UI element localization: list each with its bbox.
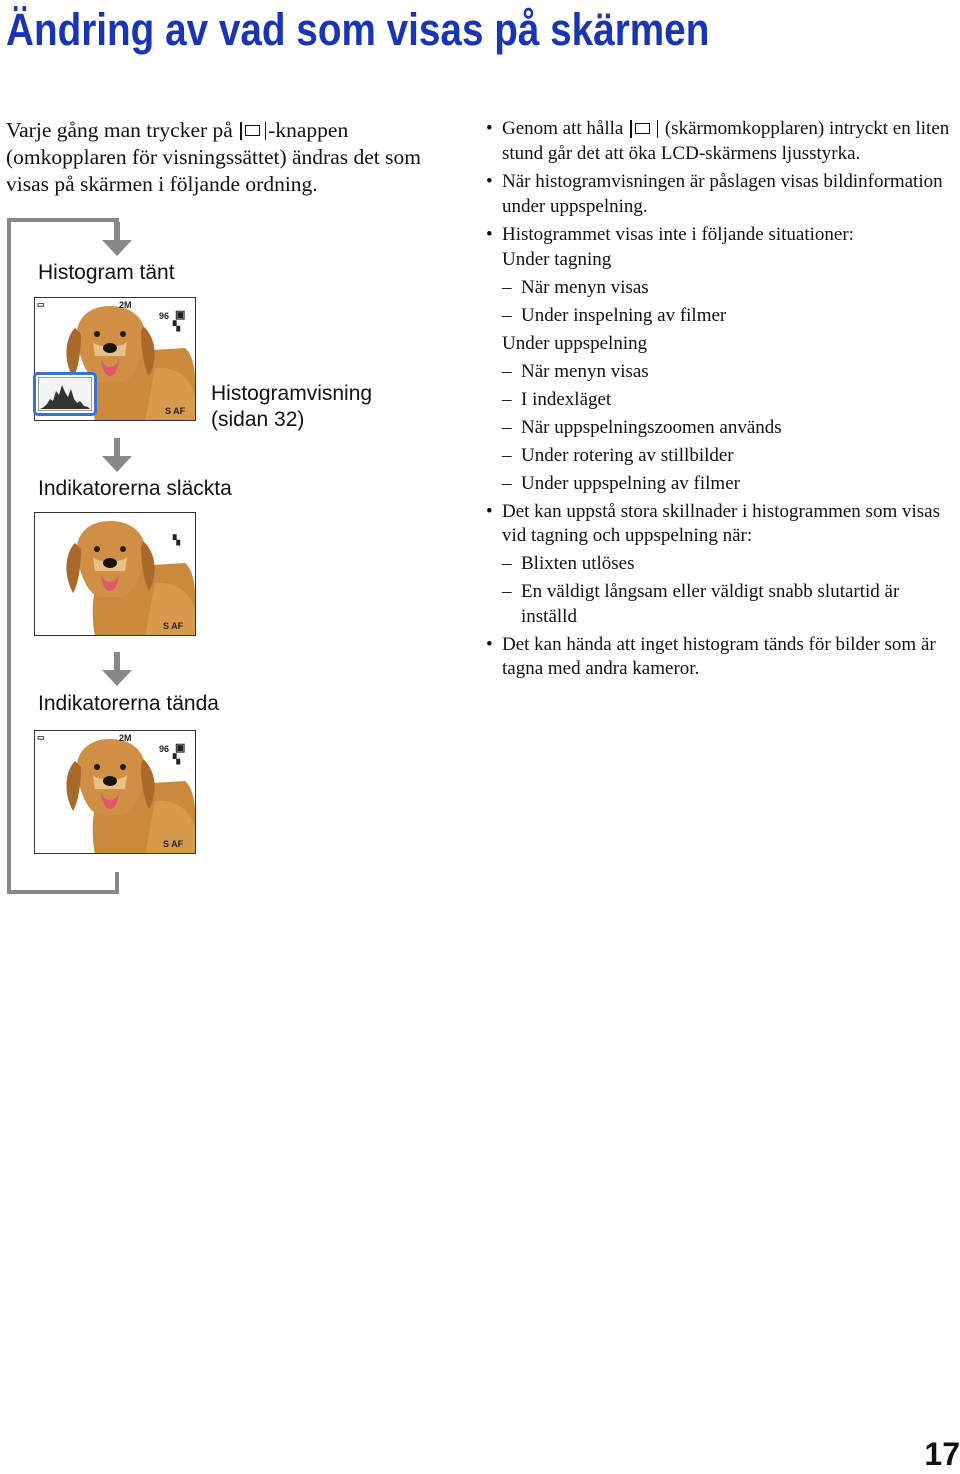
battery-icon: ▭ xyxy=(37,300,45,309)
histogram-callout-line1: Histogramvisning xyxy=(211,382,373,405)
dog-photo xyxy=(35,513,196,636)
note-other-cameras: • Det kan hända att inget histogram tänds för bilder som är tagna med andra kameror. xyxy=(486,633,956,682)
focus-indicator: S AF xyxy=(163,621,184,631)
recording-folder-icon: ▚ xyxy=(173,535,180,545)
state-indicators-off: Indikatorerna släckta xyxy=(38,477,232,500)
list-item: – När menyn visas xyxy=(486,276,956,301)
list-item: – När uppspelningszoomen används xyxy=(486,416,956,441)
note-brightness-after: (skärmomkopplaren) intryckt en liten stund går det att öka LCD-skärmens ljusstyrka. xyxy=(502,118,950,164)
histogram-callout xyxy=(211,381,372,433)
image-size-indicator: 2M xyxy=(119,300,132,310)
list-item: – Under inspelning av filmer xyxy=(486,304,956,329)
recording-folder-icon: ▚ xyxy=(173,321,180,331)
down-arrow-icon xyxy=(102,652,132,686)
cycle-bracket-end xyxy=(115,872,119,894)
page-title: Ändring av vad som visas på skärmen xyxy=(6,4,710,55)
focus-indicator: S AF xyxy=(163,839,184,849)
display-button-icon xyxy=(630,120,658,137)
lcd-screen-indicators-off xyxy=(34,512,196,636)
list-item: – Under uppspelning av filmer xyxy=(486,472,956,497)
intro-after: -knappen (omkopplaren för visningssättet) ändras det som visas på skärmen i följande ordning. xyxy=(6,118,421,196)
list-item: – När menyn visas xyxy=(486,360,956,385)
histogram-graph xyxy=(38,377,92,411)
page-number: 17 xyxy=(924,1436,960,1472)
memory-icon: ▣ xyxy=(175,309,186,321)
note-histogram-not-shown: • Histogrammet visas inte i följande situationer: xyxy=(486,223,956,248)
dog-photo xyxy=(35,731,196,854)
lcd-screen-indicators-on xyxy=(34,730,196,854)
shots-remaining: 96 xyxy=(159,311,170,321)
image-size-indicator: 2M xyxy=(119,733,132,743)
focus-indicator: S AF xyxy=(165,406,186,416)
down-arrow-icon xyxy=(102,438,132,472)
display-button-icon xyxy=(240,122,266,140)
note-histogram-playback: • När histogramvisningen är påslagen visas bildinformation under uppspelning. xyxy=(486,170,956,219)
histogram xyxy=(33,372,97,416)
shots-remaining: 96 xyxy=(159,744,170,754)
notes-column xyxy=(486,117,956,686)
intro-text xyxy=(6,117,446,198)
histogram-callout-line2: (sidan 32) xyxy=(211,408,305,431)
note-brightness xyxy=(486,117,956,166)
list-item: – Under rotering av stillbilder xyxy=(486,444,956,469)
group-playback: Under uppspelning xyxy=(502,332,648,354)
list-item: – I indexläget xyxy=(486,388,956,413)
battery-icon: ▭ xyxy=(37,733,45,742)
note-brightness-before: Genom att hålla xyxy=(502,118,624,139)
state-indicators-on: Indikatorerna tända xyxy=(38,692,219,715)
recording-folder-icon: ▚ xyxy=(173,754,180,764)
down-arrow-icon xyxy=(102,222,132,256)
note-histogram-differences: • Det kan uppstå stora skillnader i histogrammen som visas vid tagning och uppspelning när: xyxy=(486,500,956,549)
list-item: – En väldigt långsam eller väldigt snabb slutartid är inställd xyxy=(486,580,956,629)
list-item: – Blixten utlöses xyxy=(486,552,956,577)
group-shooting: Under tagning xyxy=(502,248,612,270)
state-histogram-on: Histogram tänt xyxy=(38,261,175,284)
intro-before: Varje gång man trycker på xyxy=(6,118,233,142)
memory-icon: ▣ xyxy=(175,742,186,754)
